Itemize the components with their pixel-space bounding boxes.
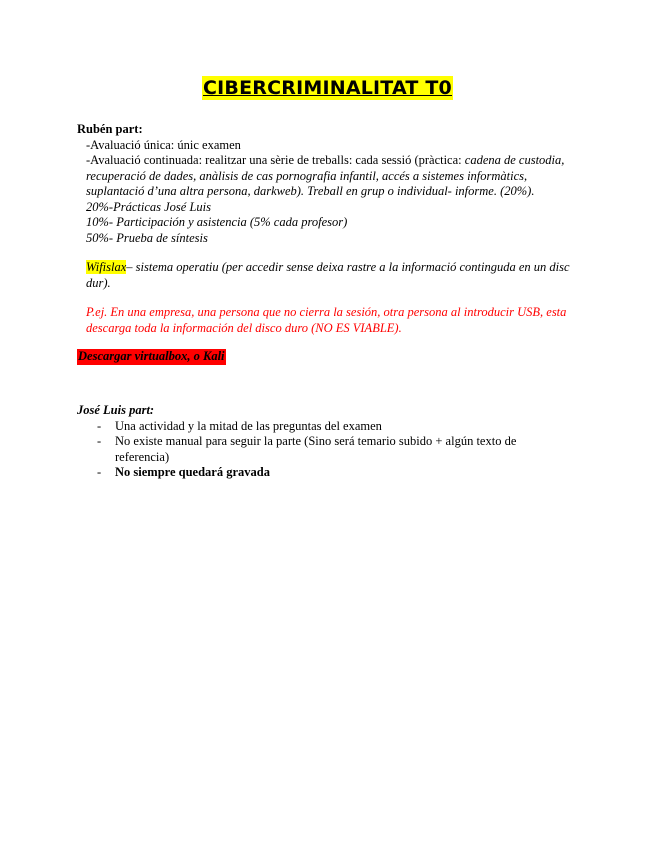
- jose-list: [77, 419, 577, 481]
- title-container: [0, 76, 655, 100]
- evaluation-continuous: [86, 153, 577, 200]
- jose-section: [77, 403, 577, 481]
- evaluation-continuous-prefix: -Avaluació continuada: realitzar una sèrie de treballs: cada sessió (pràctica:: [86, 153, 465, 167]
- grade-prueba: 50%- Prueba de síntesis: [86, 230, 208, 245]
- list-item-text: Una actividad y la mitad de las preguntas del examen: [115, 418, 382, 433]
- spacer: [77, 336, 577, 349]
- wifislax-term: Wifislax: [86, 260, 127, 274]
- wifislax-desc: – sistema operatiu (per accedir sense deixa rastre a la informació continguda en un disc dur).: [86, 260, 570, 290]
- dash-marker: -: [97, 418, 102, 433]
- list-item: [77, 419, 565, 435]
- download-note: Descargar virtualbox, o Kali: [78, 349, 225, 363]
- grade-practicas: 20%-Prácticas José Luis: [86, 199, 211, 214]
- list-item-text: No existe manual para seguir la parte (Sino será temario subido + algún texto de referencia): [115, 434, 517, 464]
- list-item: [77, 465, 565, 481]
- jose-heading: José Luis part:: [77, 403, 155, 417]
- ruben-body: [77, 138, 577, 337]
- spacer: [86, 246, 577, 260]
- wifislax-note: [86, 260, 577, 291]
- download-note-line: [77, 349, 577, 365]
- list-item-text: No siempre quedará gravada: [115, 465, 270, 479]
- ruben-section: [77, 122, 577, 365]
- evaluation-single: -Avaluació única: únic examen: [86, 137, 241, 152]
- dash-marker: -: [97, 465, 102, 479]
- document-title: CIBERCRIMINALITAT T0: [203, 77, 452, 99]
- ruben-heading: Rubén part:: [77, 122, 143, 136]
- dash-marker: -: [97, 434, 102, 448]
- list-item: [77, 434, 565, 465]
- spacer: [86, 291, 577, 305]
- grade-participacion: 10%- Participación y asistencia (5% cada profesor): [86, 215, 348, 229]
- evaluation-continuous-detail: cadena de custodia, recuperació de dades, anàlisis de cas pornografia infantil, accés a sistemes informàtics, suplantació d’una altra persona, darkweb). Treball en grup o individual- informe. (20%).: [86, 153, 565, 198]
- example-note: P.ej. En una empresa, una persona que no cierra la sesión, otra persona al introducir USB, esta descarga toda la información del disco duro (NO ES VIABLE).: [86, 305, 567, 335]
